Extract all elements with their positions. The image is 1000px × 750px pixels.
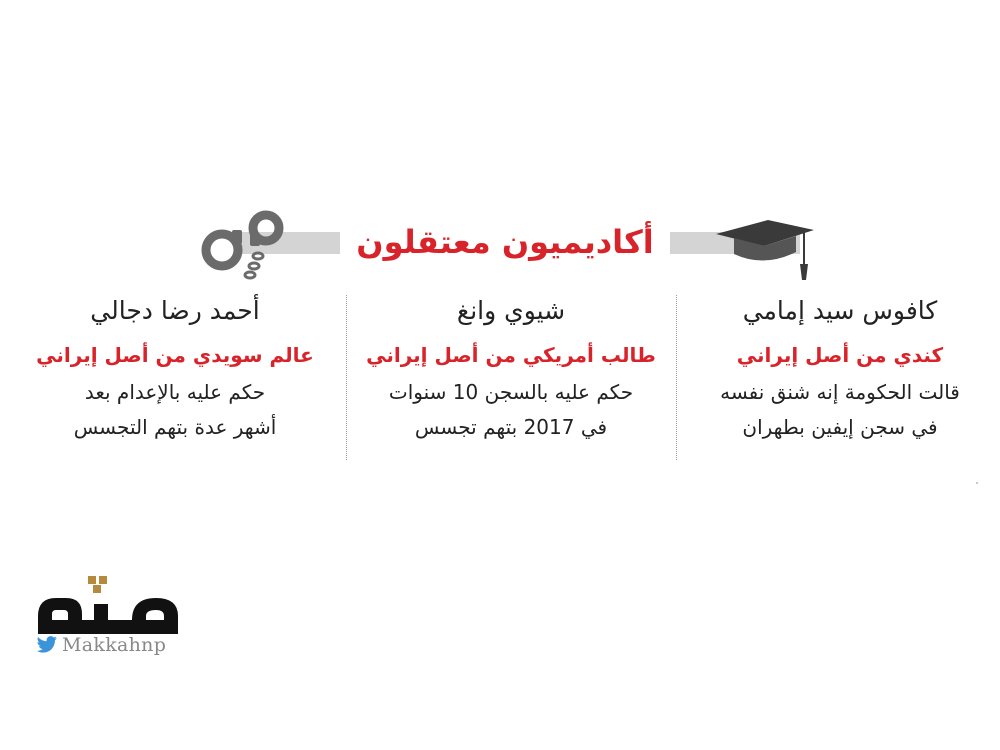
handle-text: Makkahnp	[62, 634, 167, 656]
academic-detail-line: في سجن إيفين بطهران	[742, 415, 938, 439]
social-handle	[36, 632, 196, 658]
academic-card	[682, 292, 998, 467]
academic-origin: كندي من أصل إيراني	[736, 343, 944, 367]
academic-origin: طالب أمريكي من أصل إيراني	[366, 343, 656, 367]
academic-name: كافوس سيد إمامي	[742, 296, 938, 325]
academic-detail-line: في 2017 بتهم تجسس	[414, 415, 608, 439]
academic-detail-line: حكم عليه بالإعدام بعد	[84, 380, 266, 404]
corner-mark	[976, 482, 978, 484]
academic-detail-line: حكم عليه بالسجن 10 سنوات	[388, 380, 634, 404]
twitter-icon	[36, 636, 58, 654]
banner-title: أكاديميون معتقلون	[340, 212, 670, 272]
academic-name: شيوي وانغ	[456, 296, 566, 325]
column-divider	[346, 295, 347, 460]
academic-detail-line: قالت الحكومة إنه شنق نفسه	[720, 380, 960, 404]
makkah-logo	[36, 576, 180, 640]
academic-name: أحمد رضا دجالي	[90, 296, 260, 325]
graduation-cap-icon	[712, 212, 816, 284]
column-divider	[676, 295, 677, 460]
handcuffs-icon	[196, 204, 292, 284]
academic-card	[10, 292, 340, 467]
academic-card	[350, 292, 672, 467]
academic-detail-line: أشهر عدة بتهم التجسس	[73, 415, 277, 439]
academic-origin: عالم سويدي من أصل إيراني	[36, 343, 314, 367]
